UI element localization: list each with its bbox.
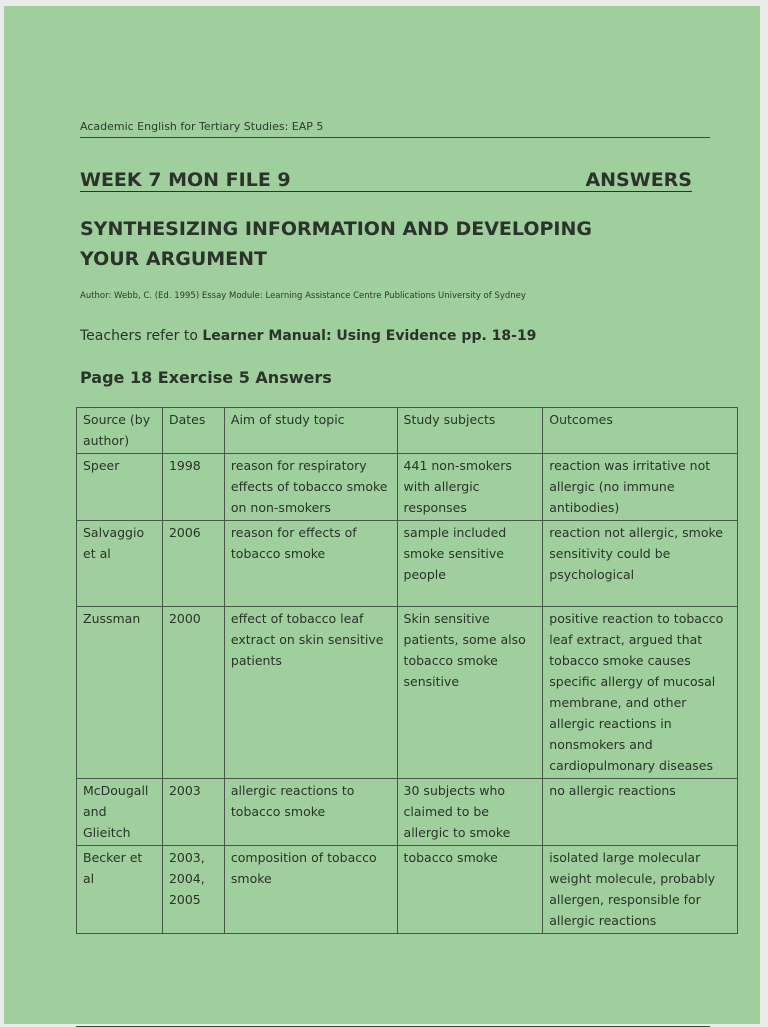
- cell-subjects: 441 non-smokers with allergic responses: [397, 454, 543, 521]
- week-heading: [80, 169, 692, 192]
- cell-source: Becker et al: [77, 846, 163, 934]
- cell-aim: composition of tobacco smoke: [224, 846, 397, 934]
- header-dates: Dates: [162, 408, 224, 454]
- table-row: [77, 521, 738, 607]
- cell-source: Zussman: [77, 607, 163, 779]
- week-label: WEEK 7 MON FILE 9: [80, 169, 291, 191]
- answers-label: ANSWERS: [585, 169, 692, 191]
- cell-subjects: tobacco smoke: [397, 846, 543, 934]
- cell-aim: effect of tobacco leaf extract on skin sensitive patients: [224, 607, 397, 779]
- cell-aim: allergic reactions to tobacco smoke: [224, 779, 397, 846]
- cell-outcomes: no allergic reactions: [543, 779, 738, 846]
- cell-subjects: sample included smoke sensitive people: [397, 521, 543, 607]
- cell-aim: reason for respiratory effects of tobacco smoke on non-smokers: [224, 454, 397, 521]
- teachers-prefix: Teachers refer to: [80, 328, 203, 344]
- table-row: [77, 607, 738, 779]
- cell-outcomes: isolated large molecular weight molecule, probably allergen, responsible for allergic reactions: [543, 846, 738, 934]
- cell-source: Salvaggio et al: [77, 521, 163, 607]
- header-aim: Aim of study topic: [224, 408, 397, 454]
- document-page: [4, 6, 760, 1024]
- cell-subjects: 30 subjects who claimed to be allergic to smoke: [397, 779, 543, 846]
- cell-dates: 2003: [162, 779, 224, 846]
- table-row: [77, 779, 738, 846]
- title-line-2: YOUR ARGUMENT: [80, 248, 268, 270]
- cell-dates: 1998: [162, 454, 224, 521]
- author-citation: Author: Webb, C. (Ed. 1995) Essay Module: Learning Assistance Centre Publications University of Sydney: [80, 291, 526, 301]
- header-source: Source (by author): [77, 408, 163, 454]
- teachers-note: [80, 328, 536, 344]
- cell-dates: 2000: [162, 607, 224, 779]
- teachers-reference: Learner Manual: Using Evidence pp. 18-19: [202, 328, 537, 344]
- exercise-heading: Page 18 Exercise 5 Answers: [80, 368, 332, 387]
- header-outcomes: Outcomes: [543, 408, 738, 454]
- cell-dates: 2003, 2004, 2005: [162, 846, 224, 934]
- cell-dates: 2006: [162, 521, 224, 607]
- header-subjects: Study subjects: [397, 408, 543, 454]
- table-header-row: [77, 408, 738, 454]
- cell-source: Speer: [77, 454, 163, 521]
- cell-outcomes: positive reaction to tobacco leaf extract, argued that tobacco smoke causes specific allergy of mucosal membrane, and other allergic reactions in nonsmokers and cardiopulmonary diseases: [543, 607, 738, 779]
- cell-subjects: Skin sensitive patients, some also tobacco smoke sensitive: [397, 607, 543, 779]
- cell-aim: reason for effects of tobacco smoke: [224, 521, 397, 607]
- cell-source: McDougall and Glieitch: [77, 779, 163, 846]
- cell-outcomes: reaction not allergic, smoke sensitivity could be psychological: [543, 521, 738, 607]
- answers-table: [76, 407, 738, 934]
- course-header: Academic English for Tertiary Studies: EAP 5: [80, 120, 710, 138]
- cell-outcomes: reaction was irritative not allergic (no immune antibodies): [543, 454, 738, 521]
- table-row: [77, 846, 738, 934]
- page-title: [80, 214, 680, 274]
- table-row: [77, 454, 738, 521]
- title-line-1: SYNTHESIZING INFORMATION AND DEVELOPING: [80, 218, 592, 240]
